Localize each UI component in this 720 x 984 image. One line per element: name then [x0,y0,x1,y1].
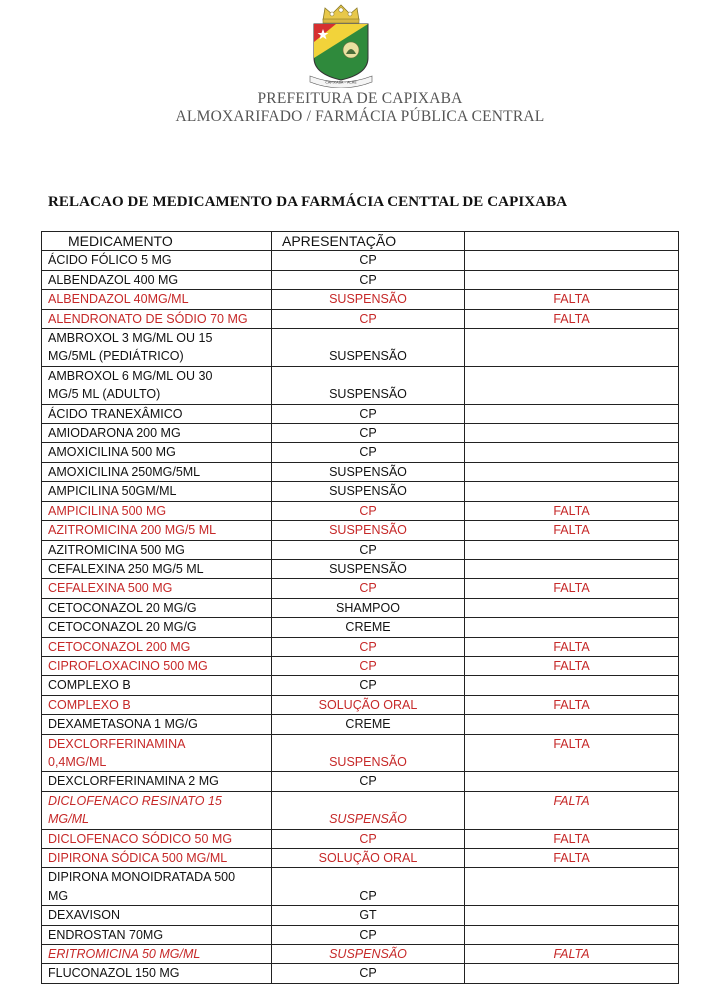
medication-name-cell [42,329,272,367]
status-cell [465,482,679,501]
presentation-cell: CP [272,579,465,598]
medication-name: DIPIRONA MONOIDRATADA 500 [48,870,236,885]
presentation-cell: CP [272,404,465,423]
presentation-cell: CREME [272,715,465,734]
medication-name: DEXCLORFERINAMINA [48,736,186,751]
table-row [42,462,679,481]
presentation-cell: CP [272,868,465,906]
status-cell: FALTA [465,829,679,848]
presentation-cell: SHAMPOO [272,598,465,617]
medication-name: AZITROMICINA 200 MG/5 ML [48,523,217,538]
status-cell [465,559,679,578]
medication-name-cell [42,964,272,983]
header-medicamento: MEDICAMENTO [42,232,272,251]
medication-name-cell [42,309,272,328]
status-cell: FALTA [465,637,679,656]
status-cell: FALTA [465,501,679,520]
medication-name: ERITROMICINA 50 MG/ML [48,947,201,962]
medication-name: AMPICILINA 500 MG [48,503,167,518]
status-cell: FALTA [465,734,679,772]
presentation-cell: SOLUÇÃO ORAL [272,849,465,868]
presentation-cell: CP [272,656,465,675]
table-row [42,424,679,443]
medication-name: CETOCONAZOL 200 MG [48,639,191,654]
table-row [42,501,679,520]
medication-name-cell [42,676,272,695]
document-title: RELACAO DE MEDICAMENTO DA FARMÁCIA CENTTAL DE CAPIXABA [48,194,568,210]
status-cell: FALTA [465,579,679,598]
status-cell [465,329,679,367]
table-row [42,656,679,675]
status-cell [465,868,679,906]
status-cell: FALTA [465,945,679,964]
medication-name-cell [42,598,272,617]
status-cell [465,540,679,559]
medication-name-line2: MG/5ML (PEDIÁTRICO) [48,349,184,364]
presentation-cell: CP [272,637,465,656]
medication-name: CEFALEXINA 250 MG/5 ML [48,561,204,576]
medication-name-cell [42,734,272,772]
table-row [42,715,679,734]
table-row [42,290,679,309]
status-cell: FALTA [465,290,679,309]
medication-name-cell [42,521,272,540]
medication-name: COMPLEXO B [48,678,131,693]
table-row [42,579,679,598]
medication-name-line2: MG/5 ML (ADULTO) [48,387,161,402]
medication-name-cell [42,462,272,481]
presentation-cell: CP [272,251,465,270]
medication-name: ENDROSTAN 70MG [48,927,164,942]
status-cell [465,715,679,734]
medication-name: ÁCIDO FÓLICO 5 MG [48,253,172,268]
table-row [42,734,679,772]
status-cell [465,772,679,791]
medication-name: AMBROXOL 6 MG/ML OU 30 [48,368,213,383]
medication-name-line2: 0,4MG/ML [48,754,107,769]
medication-name-cell [42,559,272,578]
medication-name: ALENDRONATO DE SÓDIO 70 MG [48,311,248,326]
table-row [42,868,679,906]
status-cell [465,462,679,481]
presentation-cell: SUSPENSÃO [272,791,465,829]
status-cell [465,443,679,462]
presentation-cell: SUSPENSÃO [272,462,465,481]
presentation-cell: CP [272,772,465,791]
presentation-cell: CP [272,829,465,848]
medication-name-cell [42,906,272,925]
table-row [42,309,679,328]
medication-name: COMPLEXO B [48,697,131,712]
table-row [42,791,679,829]
table-row [42,829,679,848]
status-cell: FALTA [465,695,679,714]
status-cell [465,251,679,270]
medication-name: CIPROFLOXACINO 500 MG [48,658,208,673]
presentation-cell: SUSPENSÃO [272,482,465,501]
status-cell [465,964,679,983]
header-department: ALMOXARIFADO / FARMÁCIA PÚBLICA CENTRAL [175,108,545,125]
presentation-cell: GT [272,906,465,925]
status-cell: FALTA [465,309,679,328]
medication-name-cell [42,270,272,289]
presentation-cell: CP [272,676,465,695]
status-cell: FALTA [465,656,679,675]
medication-name-cell [42,791,272,829]
medication-name-cell [42,945,272,964]
header-apresentacao: APRESENTAÇÃO [272,232,465,251]
presentation-cell: SUSPENSÃO [272,290,465,309]
status-cell [465,598,679,617]
medication-name-cell [42,540,272,559]
status-cell [465,424,679,443]
status-cell: FALTA [465,521,679,540]
medication-name-cell [42,695,272,714]
municipal-crest-logo [306,2,376,88]
medication-name: ÁCIDO TRANEXÂMICO [48,406,183,421]
table-row [42,366,679,404]
presentation-cell: CREME [272,618,465,637]
presentation-cell: CP [272,424,465,443]
medication-name: AMBROXOL 3 MG/ML OU 15 [48,331,213,346]
presentation-cell: SUSPENSÃO [272,366,465,404]
medication-name-cell [42,656,272,675]
header-status [465,232,679,251]
presentation-cell: CP [272,501,465,520]
table-row [42,676,679,695]
presentation-cell: CP [272,270,465,289]
status-cell: FALTA [465,791,679,829]
presentation-cell: SOLUÇÃO ORAL [272,695,465,714]
medication-name-line2: MG/ML [48,812,89,827]
table-row [42,598,679,617]
presentation-cell: SUSPENSÃO [272,329,465,367]
status-cell [465,906,679,925]
table-row [42,637,679,656]
table-row [42,618,679,637]
table-row [42,270,679,289]
medication-name: CETOCONAZOL 20 MG/G [48,600,197,615]
medication-name: CETOCONAZOL 20 MG/G [48,620,197,635]
status-cell [465,618,679,637]
status-cell [465,676,679,695]
presentation-cell: CP [272,443,465,462]
presentation-cell: CP [272,925,465,944]
medication-name: AMPICILINA 50GM/ML [48,484,177,499]
table-row [42,849,679,868]
medication-name-cell [42,404,272,423]
table-row [42,945,679,964]
presentation-cell: SUSPENSÃO [272,734,465,772]
table-row [42,404,679,423]
presentation-cell: SUSPENSÃO [272,521,465,540]
medication-name-cell [42,637,272,656]
medication-name-cell [42,868,272,906]
table-row [42,482,679,501]
medication-table [41,231,679,984]
medication-name-cell [42,772,272,791]
medication-name-cell [42,290,272,309]
medication-name-cell [42,251,272,270]
medication-name-cell [42,829,272,848]
presentation-cell: SUSPENSÃO [272,945,465,964]
status-cell [465,270,679,289]
medication-name: FLUCONAZOL 150 MG [48,966,180,981]
table-row [42,695,679,714]
status-cell: FALTA [465,849,679,868]
medication-name: ALBENDAZOL 400 MG [48,272,179,287]
table-row [42,251,679,270]
header-municipality: PREFEITURA DE CAPIXABA [257,90,463,107]
medication-name: DICLOFENACO SÓDICO 50 MG [48,831,233,846]
medication-name: CEFALEXINA 500 MG [48,581,173,596]
presentation-cell: SUSPENSÃO [272,559,465,578]
medication-name: AMOXICILINA 500 MG [48,445,176,460]
table-row [42,559,679,578]
table-row [42,329,679,367]
table-row [42,443,679,462]
presentation-cell: CP [272,964,465,983]
medication-name: AMOXICILINA 250MG/5ML [48,464,201,479]
table-row [42,925,679,944]
medication-name-cell [42,849,272,868]
presentation-cell: CP [272,540,465,559]
table-row [42,906,679,925]
medication-name: ALBENDAZOL 40MG/ML [48,292,189,307]
medication-name: AMIODARONA 200 MG [48,426,181,441]
medication-name-cell [42,579,272,598]
medication-name-cell [42,501,272,520]
crest-crown [323,5,359,23]
status-cell [465,925,679,944]
status-cell [465,366,679,404]
table-row [42,964,679,983]
table-row [42,540,679,559]
medication-name: AZITROMICINA 500 MG [48,542,185,557]
table-row [42,521,679,540]
status-cell [465,404,679,423]
presentation-cell: CP [272,309,465,328]
svg-text:CAPIXABA - ACRE: CAPIXABA - ACRE [325,80,357,85]
medication-name-cell [42,715,272,734]
medication-name: DICLOFENACO RESINATO 15 [48,793,222,808]
medication-name: DEXAMETASONA 1 MG/G [48,717,198,732]
medication-name: DEXAVISON [48,908,121,923]
medication-name-cell [42,925,272,944]
medication-name-cell [42,482,272,501]
medication-name: DIPIRONA SÓDICA 500 MG/ML [48,851,228,865]
medication-name-cell [42,366,272,404]
medication-name-line2: MG [48,888,69,903]
table-row [42,772,679,791]
crest-shield [314,24,368,80]
medication-name: DEXCLORFERINAMINA 2 MG [48,774,219,789]
table-header-row [42,232,679,251]
medication-name-cell [42,424,272,443]
medication-name-cell [42,443,272,462]
medication-name-cell [42,618,272,637]
